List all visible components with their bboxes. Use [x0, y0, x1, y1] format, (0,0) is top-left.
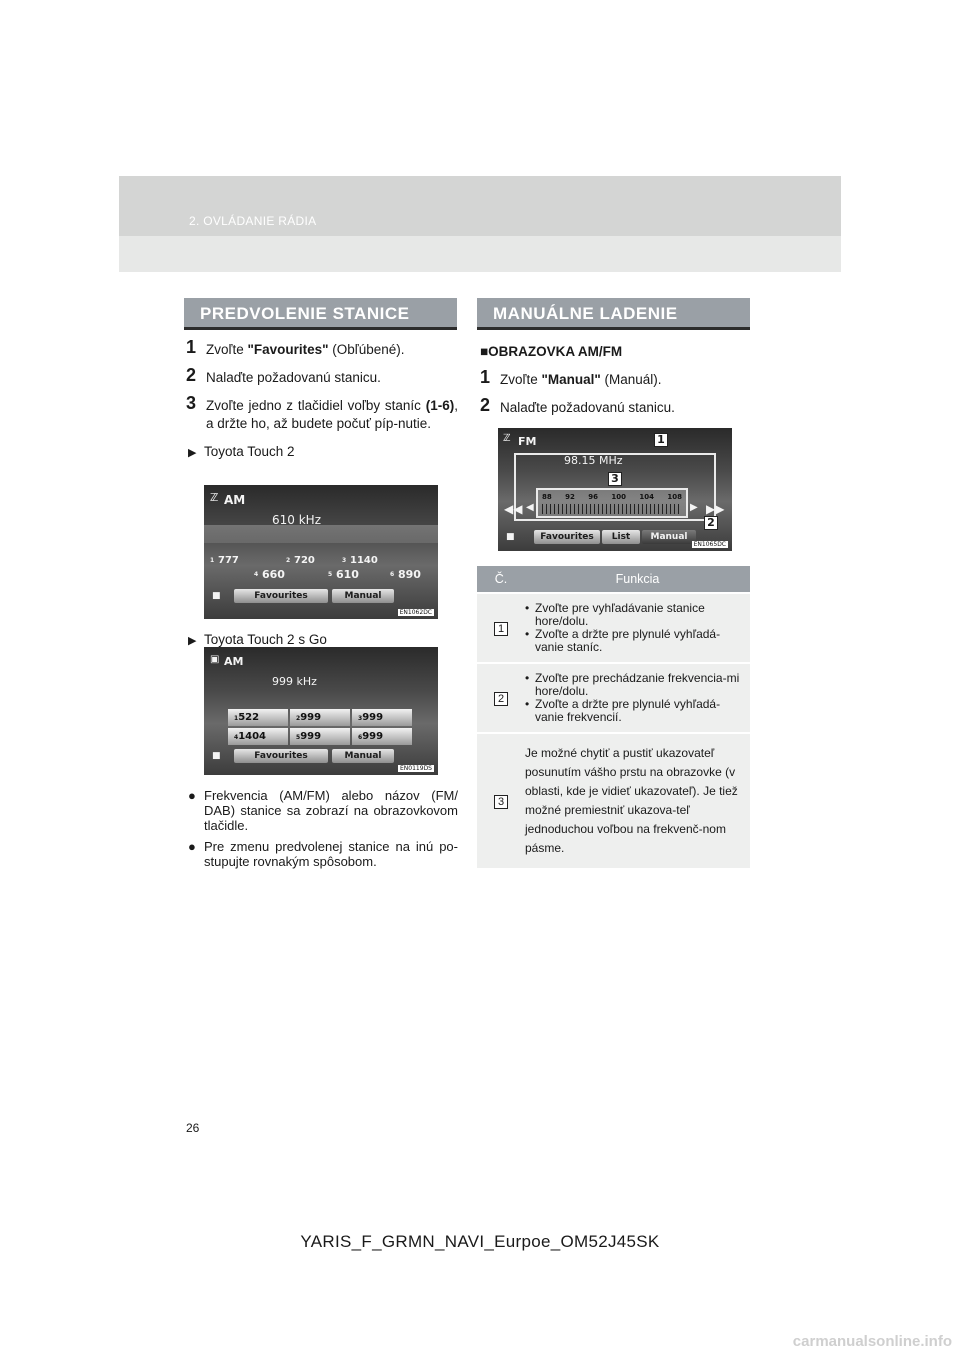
scale-tick-label: 88 — [542, 493, 552, 501]
variant-label: Toyota Touch 2 — [204, 444, 295, 459]
page-header — [119, 176, 841, 272]
triangle-right-icon: ▶ — [188, 635, 197, 647]
step-number: 2 — [480, 395, 491, 415]
function-list — [525, 594, 750, 662]
car-icon: ■ — [212, 591, 221, 601]
antenna-icon: ℤ — [210, 491, 219, 504]
table-header-row — [477, 566, 750, 593]
image-code: EN0119DS — [400, 765, 432, 772]
bullet-dot-icon: ● — [188, 839, 196, 854]
screenshot-toyota-touch-2-go — [204, 647, 438, 775]
preset-number: 3 — [342, 557, 347, 564]
step-3 — [186, 393, 458, 433]
preset-value: 999 — [300, 731, 322, 742]
preset-number: 4 — [234, 734, 239, 741]
seek-up-icon[interactable]: ▶▶ — [706, 502, 725, 516]
preset-button-4[interactable] — [228, 728, 288, 745]
step-number: 3 — [186, 393, 197, 413]
step-up-icon[interactable]: ▶ — [690, 502, 698, 513]
screenshot-fm-manual — [498, 428, 732, 551]
bullet-dot-icon: ● — [188, 788, 196, 803]
car-icon: ■ — [506, 532, 515, 542]
scale-tick-label: 92 — [565, 493, 575, 501]
table-row — [477, 663, 750, 733]
heading-manual-tuning: MANUÁLNE LADENIE — [477, 298, 750, 330]
screen-frequency: 98.15 MHz — [564, 454, 623, 467]
callout-badge-1: 1 — [654, 433, 668, 447]
preset-value: 777 — [218, 555, 239, 566]
preset-number: 5 — [328, 571, 333, 578]
table-header-number: Č. — [477, 566, 525, 593]
right-column — [480, 343, 750, 427]
table-cell-number — [477, 663, 525, 733]
step-1 — [186, 337, 458, 359]
radio-icon: ▣ — [210, 654, 220, 665]
step-text: (Obľúbené). — [328, 342, 405, 357]
step-bold: "Favourites" — [247, 342, 329, 357]
preset-button-6[interactable] — [352, 728, 412, 745]
scale-tick-label: 104 — [639, 493, 654, 501]
screen-band-label: AM — [224, 655, 244, 668]
step-text: Zvoľte — [206, 342, 248, 357]
antenna-icon: ℤ — [503, 433, 511, 444]
step-text: Zvoľte jedno z tlačidiel voľby staníc — [206, 398, 426, 413]
heading-preset-stations: PREDVOLENIE STANICE — [184, 298, 457, 330]
table-row — [477, 593, 750, 663]
preset-value: 999 — [362, 731, 384, 742]
favourites-button[interactable]: Favourites — [234, 589, 328, 603]
page-number: 26 — [186, 1121, 200, 1135]
preset-number: 4 — [254, 571, 259, 578]
favourites-button[interactable]: Favourites — [234, 749, 328, 763]
row-number-badge: 1 — [494, 622, 508, 636]
seek-down-icon[interactable]: ◀◀ — [504, 502, 523, 516]
step-bold: (1-6) — [425, 398, 455, 413]
preset-number: 2 — [296, 715, 301, 722]
screenshot-toyota-touch-2 — [204, 485, 438, 619]
callout-badge-3: 3 — [608, 472, 622, 486]
list-item: • Zvoľte pre prechádzanie frekvencia-mi hore/dolu. — [525, 672, 744, 698]
subheading-text: OBRAZOVKA AM/FM — [488, 344, 623, 359]
step-2 — [186, 365, 458, 387]
manual-button[interactable]: Manual — [642, 530, 696, 544]
square-bullet-icon: ■ — [480, 344, 489, 359]
image-code: EN1065DC — [693, 541, 726, 548]
preset-value: 999 — [362, 712, 384, 723]
preset-number: 2 — [286, 557, 291, 564]
step-down-icon[interactable]: ◀ — [526, 502, 534, 513]
preset-value: 890 — [398, 568, 421, 581]
screen-band-label: AM — [224, 493, 246, 507]
preset-value: 1404 — [238, 731, 267, 742]
bullet-text: Pre zmenu predvolenej stanice na inú po-stupujte rovnakým spôsobom. — [204, 839, 458, 869]
variant-label: Toyota Touch 2 s Go — [204, 632, 327, 647]
list-button[interactable]: List — [602, 530, 640, 544]
table-cell-function — [525, 733, 750, 868]
row-number-badge: 3 — [494, 795, 508, 809]
preset-value: 720 — [294, 555, 315, 566]
step-number: 2 — [186, 365, 197, 385]
table-row — [477, 733, 750, 868]
preset-number: 1 — [210, 557, 215, 564]
document-footer: YARIS_F_GRMN_NAVI_Eurpoe_OM52J45SK — [300, 1232, 660, 1251]
step-text: Zvoľte — [500, 372, 542, 387]
preset-button-5[interactable] — [290, 728, 350, 745]
function-list — [525, 664, 750, 732]
screen-band-label: FM — [518, 435, 537, 448]
frequency-scale — [538, 493, 686, 501]
scale-ticks — [542, 504, 682, 514]
watermark: carmanualsonline.info — [792, 1333, 952, 1350]
preset-value: 522 — [238, 712, 260, 723]
function-table — [477, 566, 750, 868]
function-description: Je možné chytiť a pustiť ukazovateľ posunutím vášho prstu na obrazovke (v oblasti, kde je vidieť ukazovateľ). Je tiež možné premiestniť ukazova-teľ jednoduchou voľbou na frekvenč-nom pásme. — [525, 746, 738, 855]
list-item: • Zvoľte a držte pre plynulé vyhľadá-vanie staníc. — [525, 628, 744, 654]
scale-tick-label: 100 — [611, 493, 626, 501]
screen-frequency: 610 kHz — [272, 513, 321, 527]
preset-value: 999 — [300, 712, 322, 723]
preset-button-2[interactable] — [290, 709, 350, 726]
right-step-1 — [480, 367, 750, 389]
preset-number: 1 — [234, 715, 239, 722]
preset-number: 3 — [358, 715, 363, 722]
table-cell-number — [477, 733, 525, 868]
step-text: Nalaďte požadovanú stanicu. — [500, 400, 675, 415]
step-text: Nalaďte požadovanú stanicu. — [206, 370, 381, 385]
preset-button-3[interactable] — [352, 709, 412, 726]
left-bullets — [186, 788, 458, 875]
list-item: • Zvoľte a držte pre plynulé vyhľadá-vanie frekvencií. — [525, 698, 744, 724]
list-item: • Zvoľte pre vyhľadávanie stanice hore/dolu. — [525, 602, 744, 628]
screen-frequency: 999 kHz — [272, 675, 317, 688]
bullet-item — [186, 788, 458, 833]
image-code: EN1062DC — [399, 609, 432, 616]
right-step-2 — [480, 395, 750, 417]
table-cell-function — [525, 593, 750, 663]
section-title: 2. OVLÁDANIE RÁDIA — [189, 214, 317, 228]
triangle-right-icon: ▶ — [188, 447, 197, 459]
step-number: 1 — [480, 367, 491, 387]
preset-number: 5 — [296, 734, 301, 741]
manual-button[interactable]: Manual — [332, 589, 394, 603]
preset-value: 610 — [336, 568, 359, 581]
step-text: (Manuál). — [600, 372, 662, 387]
preset-value: 660 — [262, 568, 285, 581]
preset-number: 6 — [390, 571, 395, 578]
subheading-amfm — [480, 343, 750, 361]
step-number: 1 — [186, 337, 197, 357]
left-column — [186, 337, 458, 473]
table-header-function: Funkcia — [525, 566, 750, 593]
scale-tick-label: 108 — [667, 493, 682, 501]
bullet-text: Frekvencia (AM/FM) alebo názov (FM/ DAB) stanice sa zobrazí na obrazovkovom tlačidle. — [204, 788, 458, 833]
step-bold: "Manual" — [541, 372, 601, 387]
header-top-band — [119, 176, 841, 236]
car-icon: ■ — [212, 751, 221, 761]
screen-band — [204, 525, 438, 543]
variant-heading-1 — [186, 443, 458, 461]
row-number-badge: 2 — [494, 692, 508, 706]
preset-value: 1140 — [350, 555, 378, 566]
callout-badge-2: 2 — [704, 516, 718, 530]
manual-button[interactable]: Manual — [332, 749, 394, 763]
preset-button-1[interactable] — [228, 709, 288, 726]
favourites-button[interactable]: Favourites — [534, 530, 600, 544]
table-cell-number — [477, 593, 525, 663]
table-cell-function — [525, 663, 750, 733]
preset-number: 6 — [358, 734, 363, 741]
frequency-band-bar[interactable] — [536, 488, 688, 518]
step-text: , a držte ho, až budete počuť píp-nutie. — [206, 398, 458, 431]
scale-tick-label: 96 — [588, 493, 598, 501]
bullet-item — [186, 839, 458, 869]
